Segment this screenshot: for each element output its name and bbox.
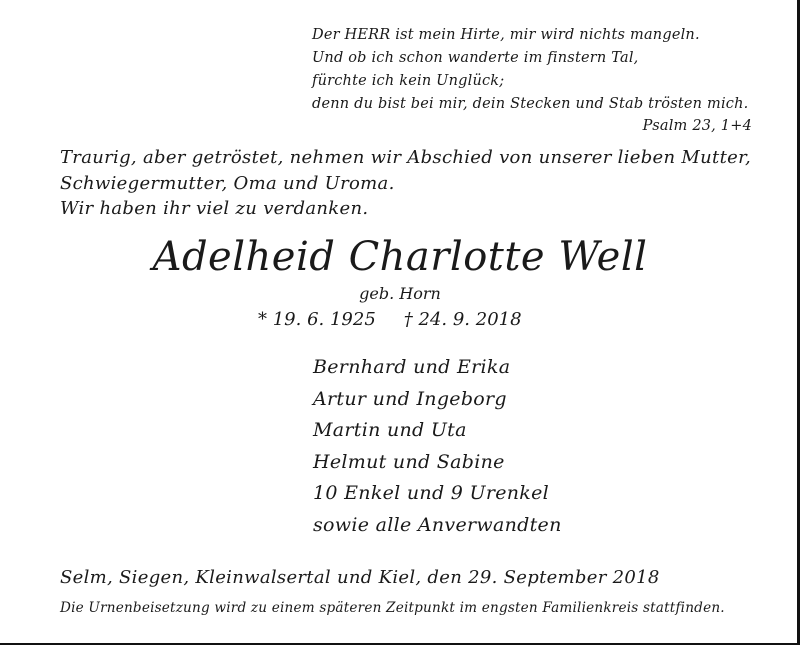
mourner-line: Martin und Uta (313, 419, 467, 441)
place-and-date: Selm, Siegen, Kleinwalsertal und Kiel, den 29. September 2018 (60, 567, 660, 588)
burial-note: Die Urnenbeisetzung wird zu einem späteren Zeitpunkt im engsten Familienkreis stattfinden. (60, 600, 725, 616)
birth-date: * 19. 6. 1925 (258, 309, 376, 330)
intro-line: Traurig, aber getröstet, nehmen wir Abschied von unserer lieben Mutter, (60, 147, 752, 168)
deceased-name: Adelheid Charlotte Well (152, 234, 648, 280)
mourner-line: Artur und Ingeborg (313, 387, 507, 410)
psalm-quote (312, 24, 752, 138)
psalm-line: Der HERR ist mein Hirte, mir wird nichts mangeln. (312, 27, 700, 43)
intro-line: Wir haben ihr viel zu verdanken. (60, 198, 369, 219)
intro-line: Schwiegermutter, Oma und Uroma. (60, 172, 395, 194)
psalm-line: fürchte ich kein Unglück; (312, 73, 505, 89)
psalm-reference: Psalm 23, 1+4 (642, 118, 752, 134)
life-dates (258, 307, 578, 333)
maiden-name: geb. Horn (359, 284, 441, 303)
death-date: † 24. 9. 2018 (403, 309, 522, 330)
mourner-line: 10 Enkel und 9 Urenkel (313, 482, 550, 504)
mourner-line: Bernhard und Erika (313, 356, 511, 378)
psalm-line: Und ob ich schon wanderte im finstern Tal, (312, 50, 639, 66)
mourner-line: sowie alle Anverwandten (313, 513, 562, 536)
intro-text (60, 145, 760, 222)
psalm-line: denn du bist bei mir, dein Stecken und Stab trösten mich. (312, 96, 749, 112)
mourner-line: Helmut und Sabine (313, 450, 505, 473)
mourners-list (313, 352, 733, 541)
